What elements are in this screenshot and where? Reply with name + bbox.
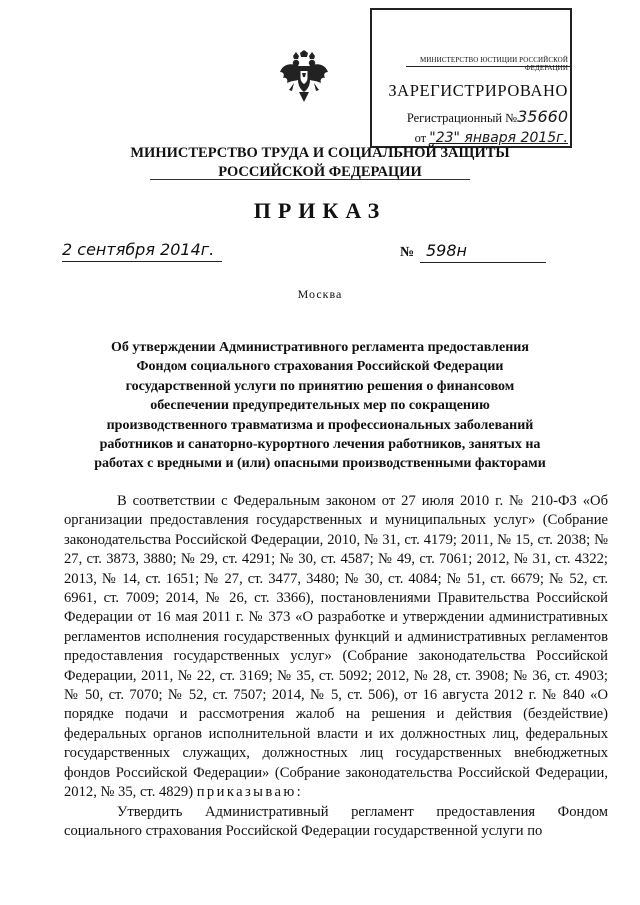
ministry-underline [150,179,470,180]
stamp-date-prefix: от [414,131,427,145]
registration-stamp [370,8,572,148]
body-paragraph-1 [64,492,608,803]
stamp-registered-label: ЗАРЕГИСТРИРОВАНО [388,81,568,100]
stamp-divider [406,66,570,67]
order-number-sign: № [400,245,415,260]
city-name: Москва [297,287,343,301]
stamp-date-handwritten: "23" января 2015г. [429,130,568,146]
order-number-handwritten: 598н [420,241,546,263]
orders-word: приказываю: [196,784,304,801]
stamp-registration-number [380,107,568,126]
ministry-line-1: МИНИСТЕРСТВО ТРУДА И СОЦИАЛЬНОЙ ЗАЩИТЫ [130,145,510,161]
order-subject-title: Об утверждении Административного регламента предоставления Фондом социального страхования Российской Федерации государственной услуги по принятию решения о финансовом обеспечении предупредительных мер по сокращению производственного травматизма и профессиональных заболеваний работников и санаторно-курортного лечения работников, занятых на работах с вредными и (или) опасными производственными факторами [94,340,546,472]
ministry-line-2: РОССИЙСКОЙ ФЕДЕРАЦИИ [218,164,422,180]
stamp-ministry-name: МИНИСТЕРСТВО ЮСТИЦИИ РОССИЙСКОЙ ФЕДЕРАЦИИ [419,56,568,72]
stamp-reg-label: Регистрационный № [406,111,518,125]
double-headed-eagle-icon [279,50,329,104]
order-date-handwritten: 2 сентября 2014г. [62,240,222,262]
order-title: ПРИКАЗ [253,198,387,223]
order-body [64,492,608,841]
ministry-heading [100,144,540,182]
body-paragraph-2: Утвердить Административный регламент предоставления Фондом социального страхования Российской Федерации государственной услуги по [64,803,608,839]
stamp-reg-number-handwritten: 35660 [517,107,568,126]
body-paragraph-1-text: В соответствии с Федеральным законом от 27 июля 2010 г. № 210-ФЗ «Об организации предоставления государственных и муниципальных услуг» (Собрание законодательства Российской Федерации, 2010, № 31, ст. 4179; 2011, № 15, ст. 2038; № 27, ст. 3873, 3880; № 29, ст. 4291; № 30, ст. 4587; № 49, ст. 7061; 2012, № 31, ст. 4322; 2013, № 14, ст. 1651; № 27, ст. 3477, 3480; № 30, ст. 4084; № 51, ст. 6679; № 52, ст. 6961, ст. 7009; 2014, № 26, ст. 3366), постановлениями Правительства Российской Федерации от 16 мая 2011 г. № 373 «О разработке и утверждении административных регламентов исполнения государственных функций и административных регламентов предоставления государственных услуг» (Собрание законодательства Российской Федерации, 2011, № 22, ст. 3169; № 35, ст. 5092; 2012, № 28, ст. 3908; № 36, ст. 4903; № 50, ст. 7070; № 52, ст. 7507; 2014, № 5, ст. 506), от 16 августа 2012 г. № 840 «О порядке подачи и рассмотрения жалоб на решения и действия (бездействие) федеральных органов исполнительной власти и их должностных лиц, федеральных государственных служащих, должностных лиц государственных внебюджетных фондов Российской Федерации» (Собрание законодательства Российской Федерации, 2012, № 35, ст. 4829) [64,493,608,801]
